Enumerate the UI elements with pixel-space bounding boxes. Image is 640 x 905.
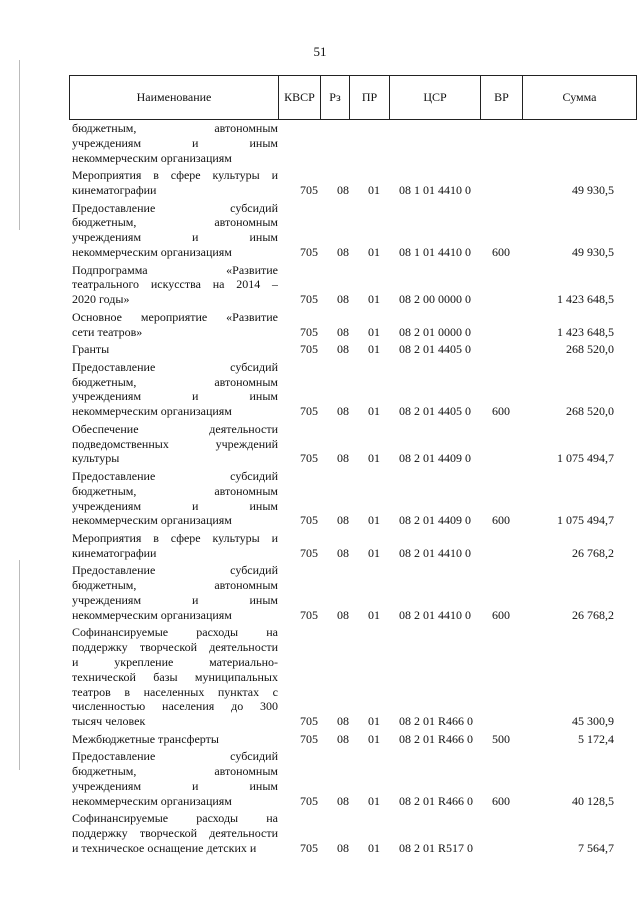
header-pr: ПР	[350, 76, 390, 119]
row-name-line: учреждениям и иным	[72, 230, 278, 245]
row-kvsr: 705	[300, 404, 318, 419]
row-name-line: кинематографии	[72, 545, 157, 560]
row-csr: 08 2 01 R466 0	[399, 731, 474, 746]
row-name-line: бюджетным, автономным	[72, 764, 278, 779]
row-name-line: учреждениям и иным	[72, 592, 278, 607]
row-rz: 08	[337, 182, 349, 197]
row-csr: 08 2 01 4409 0	[399, 451, 471, 466]
header-name: Наименование	[70, 76, 279, 119]
header-csr: ЦСР	[390, 76, 481, 119]
row-pr: 01	[368, 607, 380, 622]
row-sum: 45 300,9	[572, 714, 614, 729]
row-sum: 49 930,5	[572, 244, 614, 259]
row-name-line: 2020 годы»	[72, 292, 130, 307]
row-rz: 08	[337, 793, 349, 808]
row-pr: 01	[368, 182, 380, 197]
row-csr: 08 2 01 4409 0	[399, 513, 471, 528]
row-name-line: Софинансируемые расходы на	[72, 625, 278, 640]
row-name	[72, 422, 278, 466]
row-rz: 08	[337, 607, 349, 622]
row-name	[72, 263, 278, 307]
row-name-line: Обеспечение деятельности	[72, 421, 278, 436]
table-row	[0, 811, 640, 855]
row-name-line: Подпрограмма «Развитие	[72, 262, 278, 277]
header-kvsr: КВСР	[279, 76, 321, 119]
row-name-line: бюджетным, автономным	[72, 578, 278, 593]
row-vr: 600	[492, 793, 510, 808]
row-name-line: Предоставление субсидий	[72, 563, 278, 578]
row-name-line: кинематографии	[72, 182, 157, 197]
row-pr: 01	[368, 840, 380, 855]
row-sum: 40 128,5	[572, 793, 614, 808]
row-sum: 49 930,5	[572, 182, 614, 197]
table-row	[0, 263, 640, 307]
row-name-line: Основное мероприятие «Развитие	[72, 309, 278, 324]
row-rz: 08	[337, 731, 349, 746]
row-csr: 08 2 00 0000 0	[399, 292, 471, 307]
table-row	[0, 625, 640, 729]
row-name-line: поддержку творческой деятельности	[72, 640, 278, 655]
row-rz: 08	[337, 840, 349, 855]
row-sum: 26 768,2	[572, 545, 614, 560]
table-row	[0, 360, 640, 419]
row-kvsr: 705	[300, 244, 318, 259]
row-name-line: и техническое оснащение детских и	[72, 840, 257, 855]
row-csr: 08 2 01 R466 0	[399, 714, 474, 729]
row-name-line: технической базы муниципальных	[72, 669, 278, 684]
row-name-line: подведомственных учреждений	[72, 436, 278, 451]
row-rz: 08	[337, 451, 349, 466]
row-name	[72, 563, 278, 622]
row-name	[72, 531, 278, 561]
table-header	[69, 75, 637, 120]
row-name-line: сети театров»	[72, 324, 143, 339]
table-row	[0, 201, 640, 260]
table-row	[0, 732, 640, 747]
row-kvsr: 705	[300, 292, 318, 307]
row-csr: 08 2 01 0000 0	[399, 324, 471, 339]
row-name-line: Предоставление субсидий	[72, 469, 278, 483]
row-rz: 08	[337, 324, 349, 339]
row-sum: 5 172,4	[578, 731, 614, 746]
row-name	[72, 168, 278, 198]
row-kvsr: 705	[300, 607, 318, 622]
row-pr: 01	[368, 451, 380, 466]
row-kvsr: 705	[300, 714, 318, 729]
row-rz: 08	[337, 545, 349, 560]
row-sum: 268 520,0	[566, 404, 614, 419]
row-sum: 1 423 648,5	[557, 292, 614, 307]
header-vr: ВР	[481, 76, 523, 119]
row-name-line: учреждениям и иным	[72, 135, 278, 150]
row-kvsr: 705	[300, 342, 318, 357]
row-kvsr: 705	[300, 182, 318, 197]
row-vr: 500	[492, 731, 510, 746]
row-kvsr: 705	[300, 451, 318, 466]
table-row	[0, 563, 640, 622]
row-pr: 01	[368, 513, 380, 528]
row-name-line: некоммерческим организациям	[72, 404, 232, 419]
row-name-line: культуры	[72, 451, 120, 466]
row-csr: 08 2 01 R466 0	[399, 793, 474, 808]
row-name-line: и укрепление материально-	[72, 654, 278, 669]
row-name-line: Мероприятия в сфере культуры и	[72, 531, 278, 545]
row-kvsr: 705	[300, 793, 318, 808]
row-rz: 08	[337, 714, 349, 729]
row-sum: 268 520,0	[566, 342, 614, 357]
row-pr: 01	[368, 404, 380, 419]
table-row	[0, 168, 640, 198]
row-name-line: Мероприятия в сфере культуры и	[72, 168, 278, 183]
header-rz: Рз	[321, 76, 350, 119]
row-pr: 01	[368, 292, 380, 307]
row-name	[72, 625, 278, 729]
table-row	[0, 469, 640, 528]
row-name-line: бюджетным, автономным	[72, 215, 278, 230]
row-pr: 01	[368, 244, 380, 259]
row-kvsr: 705	[300, 324, 318, 339]
row-sum: 1 423 648,5	[557, 324, 614, 339]
row-name-line: Софинансируемые расходы на	[72, 811, 278, 826]
row-name-line: бюджетным, автономным	[72, 374, 278, 389]
row-pr: 01	[368, 342, 380, 357]
row-pr: 01	[368, 731, 380, 746]
row-rz: 08	[337, 404, 349, 419]
row-name-line: Предоставление субсидий	[72, 359, 278, 374]
row-name-line: некоммерческим организациям	[72, 607, 232, 622]
table-row	[0, 422, 640, 466]
row-sum: 1 075 494,7	[557, 451, 614, 466]
row-rz: 08	[337, 292, 349, 307]
row-sum: 7 564,7	[578, 840, 614, 855]
row-name-line: учреждениям и иным	[72, 389, 278, 404]
row-name-line: бюджетным, автономным	[72, 483, 278, 498]
row-name	[72, 201, 278, 260]
row-name-line: Предоставление субсидий	[72, 200, 278, 215]
row-pr: 01	[368, 793, 380, 808]
row-csr: 08 1 01 4410 0	[399, 182, 471, 197]
row-name	[72, 310, 278, 340]
row-vr: 600	[492, 513, 510, 528]
row-vr: 600	[492, 607, 510, 622]
row-kvsr: 705	[300, 840, 318, 855]
row-name-line: некоммерческим организациям	[72, 513, 232, 528]
row-csr: 08 1 01 4410 0	[399, 244, 471, 259]
row-sum: 26 768,2	[572, 607, 614, 622]
row-name-line: учреждениям и иным	[72, 778, 278, 793]
row-name-line: Межбюджетные трансферты	[72, 731, 219, 746]
row-csr: 08 2 01 4410 0	[399, 545, 471, 560]
row-name-line: численностью населения до 300	[72, 699, 278, 714]
row-name-line: Гранты	[72, 342, 110, 357]
row-name-line: учреждениям и иным	[72, 498, 278, 513]
table-row	[0, 531, 640, 561]
row-csr: 08 2 01 4405 0	[399, 342, 471, 357]
row-csr: 08 2 01 4405 0	[399, 404, 471, 419]
table-row	[0, 121, 640, 165]
row-vr: 600	[492, 404, 510, 419]
row-name-line: театрального искусства на 2014 –	[72, 277, 278, 292]
row-name-line: некоммерческим организациям	[72, 793, 232, 808]
row-pr: 01	[368, 545, 380, 560]
row-name-line: некоммерческим организациям	[72, 150, 232, 165]
row-name	[72, 732, 278, 747]
row-name	[72, 749, 278, 808]
row-rz: 08	[337, 513, 349, 528]
table-row	[0, 749, 640, 808]
row-name	[72, 469, 278, 528]
page-number: 51	[313, 44, 327, 59]
row-sum: 1 075 494,7	[557, 513, 614, 528]
table-row	[0, 342, 640, 357]
row-csr: 08 2 01 R517 0	[399, 840, 474, 855]
row-vr: 600	[492, 244, 510, 259]
row-pr: 01	[368, 714, 380, 729]
row-name-line: поддержку творческой деятельности	[72, 826, 278, 841]
row-name-line: бюджетным, автономным	[72, 121, 278, 135]
row-kvsr: 705	[300, 545, 318, 560]
row-name-line: некоммерческим организациям	[72, 244, 232, 259]
row-name	[72, 360, 278, 419]
row-pr: 01	[368, 324, 380, 339]
row-csr: 08 2 01 4410 0	[399, 607, 471, 622]
row-name	[72, 811, 278, 855]
row-rz: 08	[337, 244, 349, 259]
header-sum: Сумма	[562, 90, 597, 104]
table-row	[0, 310, 640, 340]
row-kvsr: 705	[300, 731, 318, 746]
row-rz: 08	[337, 342, 349, 357]
row-name-line: Предоставление субсидий	[72, 749, 278, 764]
row-name	[72, 121, 278, 165]
row-name	[72, 342, 278, 357]
row-name-line: тысяч человек	[72, 714, 146, 729]
row-name-line: театров в населенных пунктах с	[72, 684, 278, 699]
row-kvsr: 705	[300, 513, 318, 528]
